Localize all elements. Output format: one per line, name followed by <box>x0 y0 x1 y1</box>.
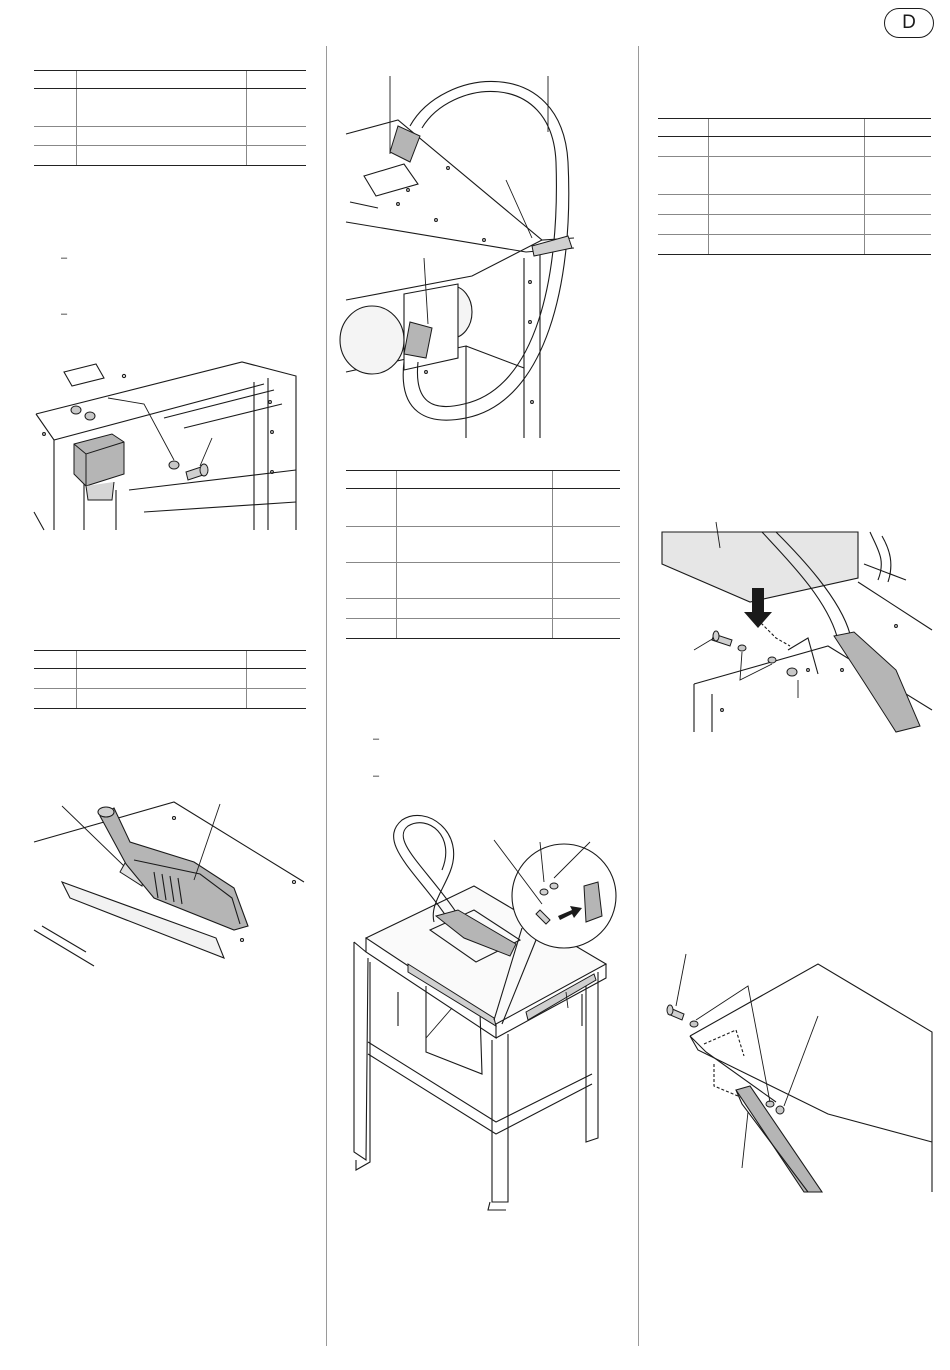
screw-icon <box>712 631 732 646</box>
table-row <box>658 215 931 235</box>
list-dash: – <box>373 733 380 745</box>
list-dash: – <box>373 770 380 782</box>
table-row <box>34 71 306 89</box>
figure-blade-guard <box>34 802 306 966</box>
figure-saw-stand <box>346 812 610 1212</box>
table-row <box>658 119 931 137</box>
list-dash: – <box>61 252 68 264</box>
figure-extraction-adapter <box>34 362 306 530</box>
column-divider-left <box>326 46 327 1346</box>
strut-icon <box>736 1086 822 1192</box>
table-row <box>346 619 620 639</box>
table-row <box>34 89 306 127</box>
language-badge: D <box>884 8 934 38</box>
parts-table-3 <box>346 470 620 639</box>
screw-icon <box>667 1005 684 1020</box>
table-row <box>346 563 620 599</box>
table-row <box>34 669 306 689</box>
table-row <box>34 146 306 166</box>
table-row <box>346 599 620 619</box>
table-row <box>658 157 931 195</box>
table-row <box>346 527 620 563</box>
parts-table-4 <box>658 118 931 255</box>
table-row <box>34 689 306 709</box>
table-row <box>658 235 931 255</box>
figure-extraction-hose <box>346 72 574 438</box>
table-row <box>658 137 931 157</box>
parts-table-1 <box>34 70 306 166</box>
table-row <box>346 471 620 489</box>
table-row <box>346 489 620 527</box>
blade-guard-icon <box>834 632 920 732</box>
figure-table-extension <box>658 520 932 732</box>
table-row <box>658 195 931 215</box>
column-divider-right <box>638 46 639 1346</box>
table-row <box>34 127 306 146</box>
figure-support-strut <box>658 952 932 1192</box>
list-dash: – <box>61 308 68 320</box>
bolt-icon <box>186 464 208 480</box>
table-row <box>34 651 306 669</box>
parts-table-2 <box>34 650 306 709</box>
